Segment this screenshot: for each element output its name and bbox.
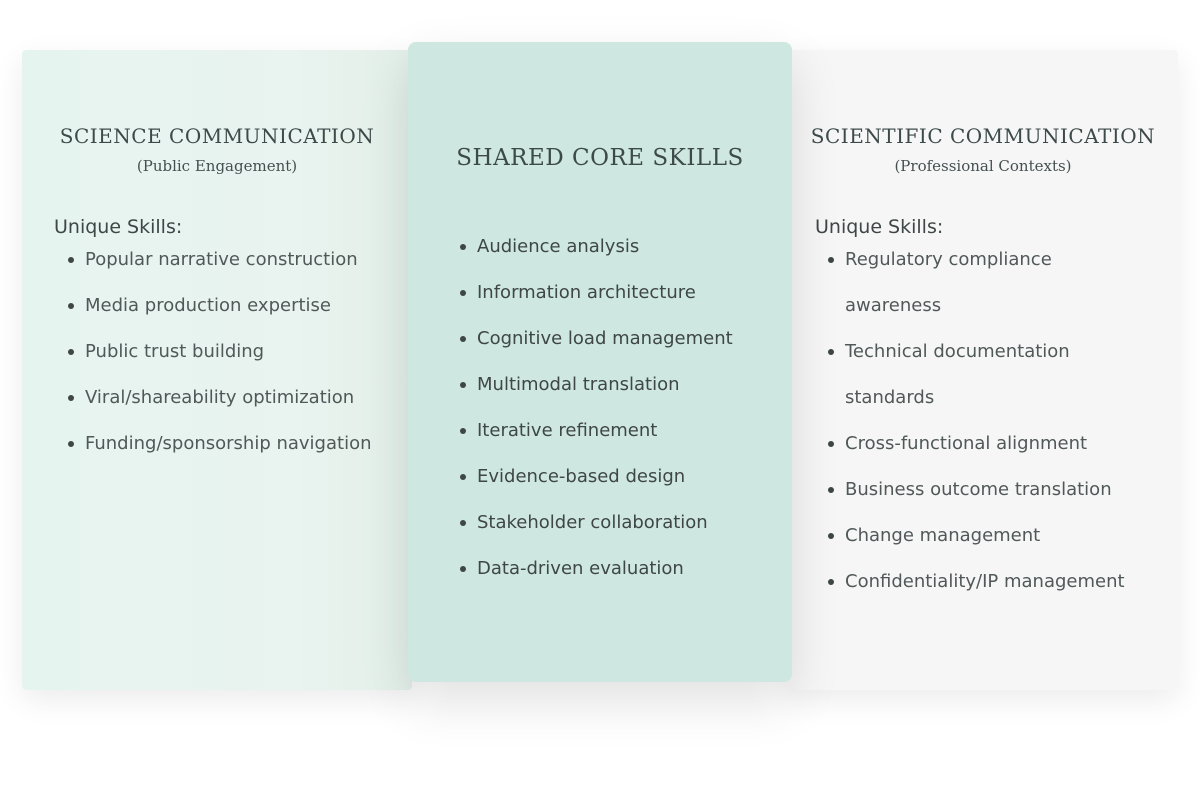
- list-item: [460, 224, 760, 270]
- bullet-icon: [460, 428, 466, 434]
- skill-text: Funding/sponsorship navigation: [85, 433, 372, 454]
- list-item: [68, 421, 378, 467]
- bullet-icon: [460, 244, 466, 250]
- list-item: [828, 467, 1138, 513]
- skill-text: Audience analysis: [477, 236, 640, 257]
- list-item: [460, 270, 760, 316]
- bullet-icon: [828, 257, 834, 263]
- skill-text: Regulatory compliance awareness: [845, 249, 1052, 316]
- skills-list: [460, 224, 760, 592]
- list-item: [68, 237, 378, 283]
- skill-text: Stakeholder collaboration: [477, 512, 708, 533]
- skill-text: Multimodal translation: [477, 374, 680, 395]
- list-item: [68, 283, 378, 329]
- bullet-icon: [460, 566, 466, 572]
- list-item: [828, 513, 1138, 559]
- skill-text: Viral/shareability optimization: [85, 387, 355, 408]
- skill-text: Media production expertise: [85, 295, 331, 316]
- science-communication-panel: [22, 50, 412, 690]
- panel-title: SCIENTIFIC COMMUNICATION: [810, 124, 1156, 148]
- list-item: [828, 329, 1138, 421]
- list-item: [828, 559, 1138, 605]
- bullet-icon: [828, 441, 834, 447]
- list-item: [460, 454, 760, 500]
- skill-text: Evidence-based design: [477, 466, 686, 487]
- skills-list: [828, 237, 1138, 605]
- panel-subtitle: (Professional Contexts): [894, 157, 1072, 175]
- bullet-icon: [828, 349, 834, 355]
- list-item: [460, 546, 760, 592]
- list-item: [460, 362, 760, 408]
- unique-skills-label: Unique Skills:: [54, 216, 183, 238]
- skills-list: [68, 237, 378, 467]
- bullet-icon: [460, 290, 466, 296]
- skill-text: Public trust building: [85, 341, 265, 362]
- bullet-icon: [460, 336, 466, 342]
- bullet-icon: [828, 487, 834, 493]
- unique-skills-label: Unique Skills:: [815, 216, 944, 238]
- skill-text: Technical documentation standards: [845, 341, 1070, 408]
- list-item: [828, 237, 1138, 329]
- bullet-icon: [460, 474, 466, 480]
- bullet-icon: [68, 441, 74, 447]
- skill-text: Information architecture: [477, 282, 696, 303]
- scientific-communication-panel: [788, 50, 1178, 690]
- list-item: [828, 421, 1138, 467]
- bullet-icon: [828, 533, 834, 539]
- list-item: [68, 329, 378, 375]
- skill-text: Cross-functional alignment: [845, 433, 1088, 454]
- skill-text: Change management: [845, 525, 1041, 546]
- bullet-icon: [68, 395, 74, 401]
- list-item: [68, 375, 378, 421]
- bullet-icon: [828, 579, 834, 585]
- skill-text: Business outcome translation: [845, 479, 1112, 500]
- skill-text: Iterative refinement: [477, 420, 658, 441]
- bullet-icon: [460, 382, 466, 388]
- bullet-icon: [68, 303, 74, 309]
- bullet-icon: [68, 257, 74, 263]
- skill-text: Confidentiality/IP management: [845, 571, 1125, 592]
- list-item: [460, 500, 760, 546]
- bullet-icon: [460, 520, 466, 526]
- skill-text: Data-driven evaluation: [477, 558, 684, 579]
- panel-subtitle: (Public Engagement): [136, 157, 298, 175]
- skill-text: Cognitive load management: [477, 328, 733, 349]
- panel-title: SCIENCE COMMUNICATION: [59, 124, 375, 148]
- skill-text: Popular narrative construction: [85, 249, 358, 270]
- list-item: [460, 316, 760, 362]
- shared-core-skills-panel: [408, 42, 792, 682]
- panel-title: SHARED CORE SKILLS: [456, 145, 744, 171]
- list-item: [460, 408, 760, 454]
- bullet-icon: [68, 349, 74, 355]
